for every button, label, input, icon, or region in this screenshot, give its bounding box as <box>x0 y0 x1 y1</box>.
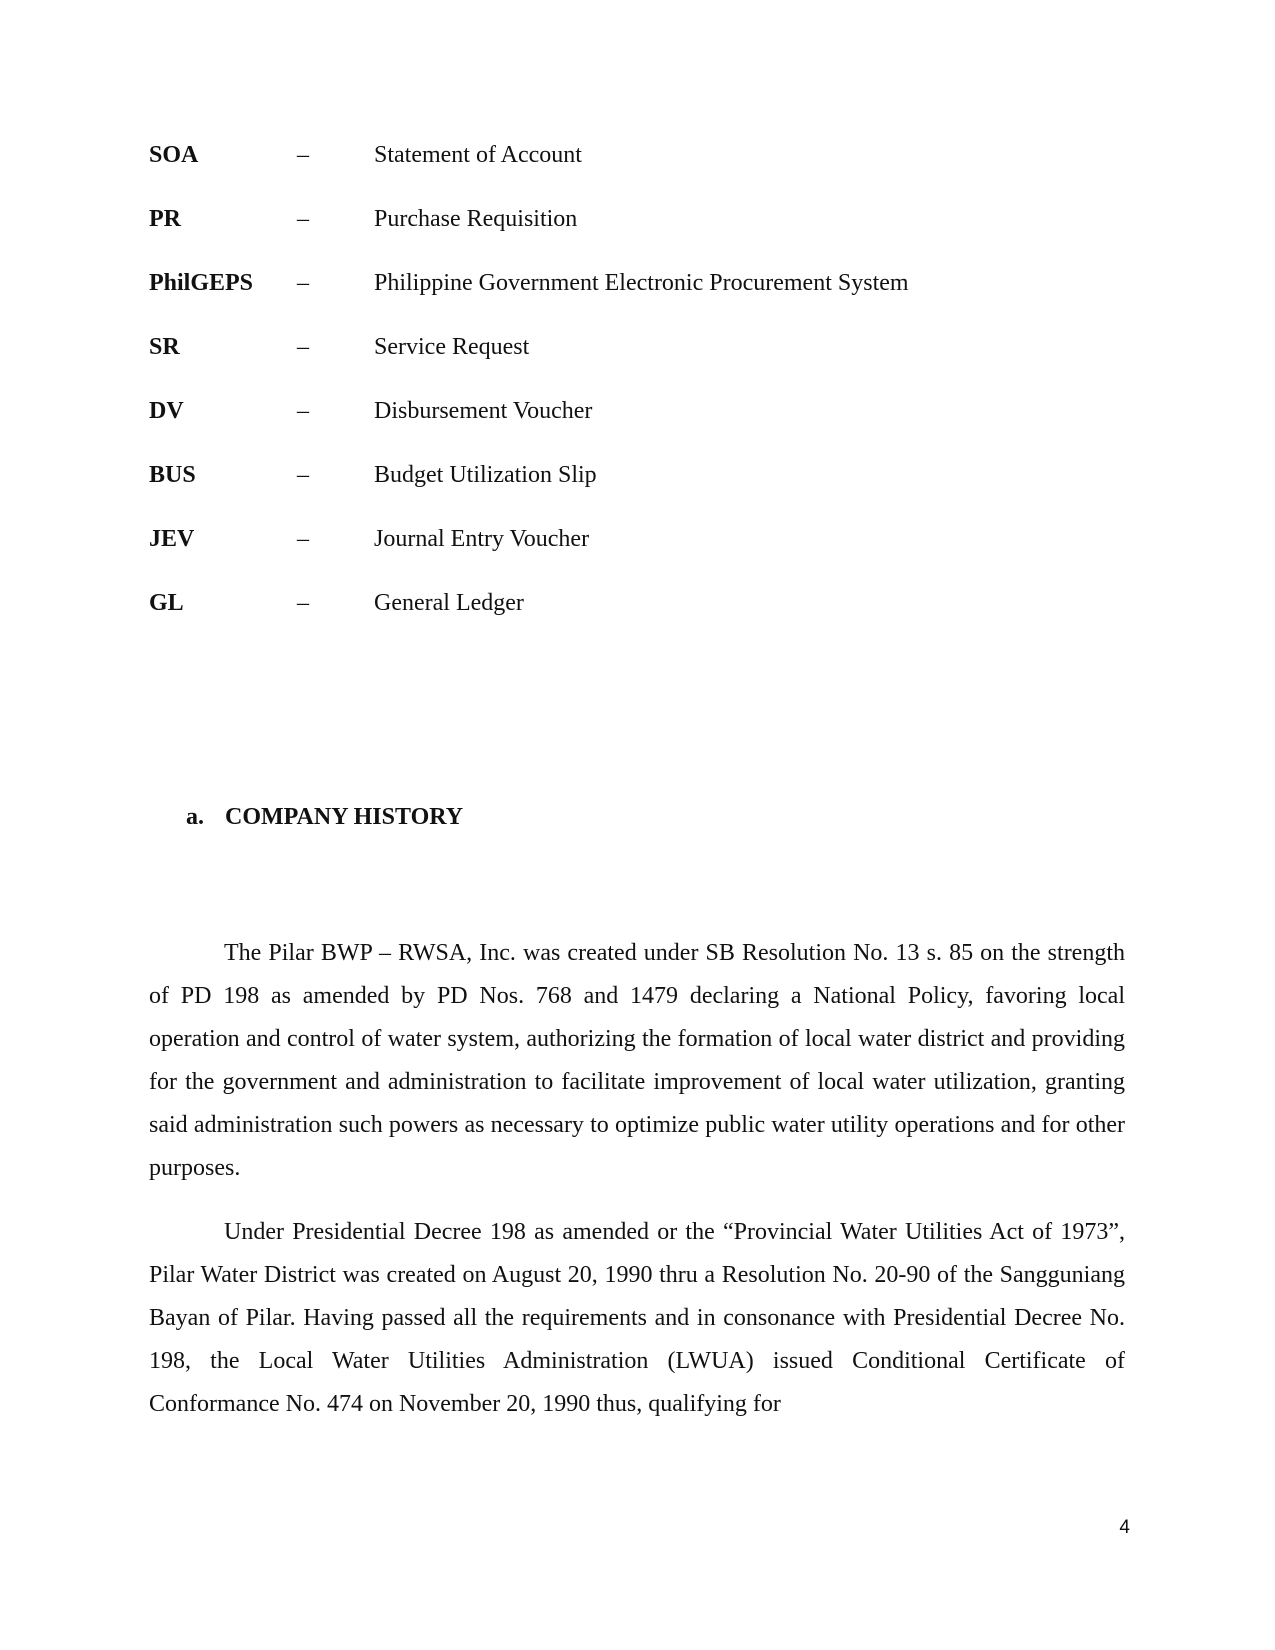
abbreviation-definition: Purchase Requisition <box>374 206 578 232</box>
abbreviation-row <box>149 204 1049 268</box>
section-heading <box>186 802 463 832</box>
abbreviation-definition: General Ledger <box>374 590 524 616</box>
abbreviation-row <box>149 332 1049 396</box>
abbreviation-list <box>149 140 1049 652</box>
section-letter: a. <box>186 804 204 830</box>
abbreviation-dash: – <box>297 334 309 360</box>
body-paragraph: Under Presidential Decree 198 as amended or the “Provincial Water Utilities Act of 1973”, Pilar Water District was created on August 20, 1990 thru a Resolution No. 20-90 of the Sangguniang Bayan of Pilar. Having passed all the requirements and in consonance with Presidential Decree No. 198, the Local Water Utilities Administration (LWUA) issued Conditional Certificate of Conformance No. 474 on November 20, 1990 thus, qualifying for <box>149 1219 1125 1417</box>
abbreviation-term: DV <box>149 398 184 424</box>
abbreviation-definition: Statement of Account <box>374 142 582 168</box>
abbreviation-term: BUS <box>149 462 196 488</box>
abbreviation-term: SOA <box>149 142 199 168</box>
abbreviation-dash: – <box>297 526 309 552</box>
body-paragraph: The Pilar BWP – RWSA, Inc. was created under SB Resolution No. 13 s. 85 on the strength of PD 198 as amended by PD Nos. 768 and 1479 declaring a National Policy, favoring local operation and control of water system, authorizing the formation of local water district and providing for the government and administration to facilitate improvement of local water utilization, granting said administration such powers as necessary to optimize public water utility operations and for other purposes. <box>149 940 1125 1181</box>
page-number: 4 <box>1119 1517 1130 1538</box>
abbreviation-row <box>149 396 1049 460</box>
abbreviation-dash: – <box>297 270 309 296</box>
abbreviation-definition: Journal Entry Voucher <box>374 526 590 552</box>
abbreviation-definition: Philippine Government Electronic Procurement System <box>374 270 909 296</box>
abbreviation-row <box>149 268 1049 332</box>
abbreviation-row <box>149 524 1049 588</box>
section-title: COMPANY HISTORY <box>225 804 464 830</box>
abbreviation-term: JEV <box>149 526 195 552</box>
abbreviation-dash: – <box>297 206 309 232</box>
abbreviation-dash: – <box>297 142 309 168</box>
abbreviation-term: SR <box>149 334 180 360</box>
abbreviation-dash: – <box>297 462 309 488</box>
abbreviation-definition: Disbursement Voucher <box>374 398 593 424</box>
abbreviation-row <box>149 588 1049 652</box>
abbreviation-definition: Budget Utilization Slip <box>374 462 597 488</box>
abbreviation-row <box>149 140 1049 204</box>
abbreviation-definition: Service Request <box>374 334 530 360</box>
abbreviation-term: GL <box>149 590 184 616</box>
abbreviation-dash: – <box>297 590 309 616</box>
abbreviation-row <box>149 460 1049 524</box>
abbreviation-term: PR <box>149 206 181 232</box>
abbreviation-dash: – <box>297 398 309 424</box>
abbreviation-term: PhilGEPS <box>149 270 254 296</box>
